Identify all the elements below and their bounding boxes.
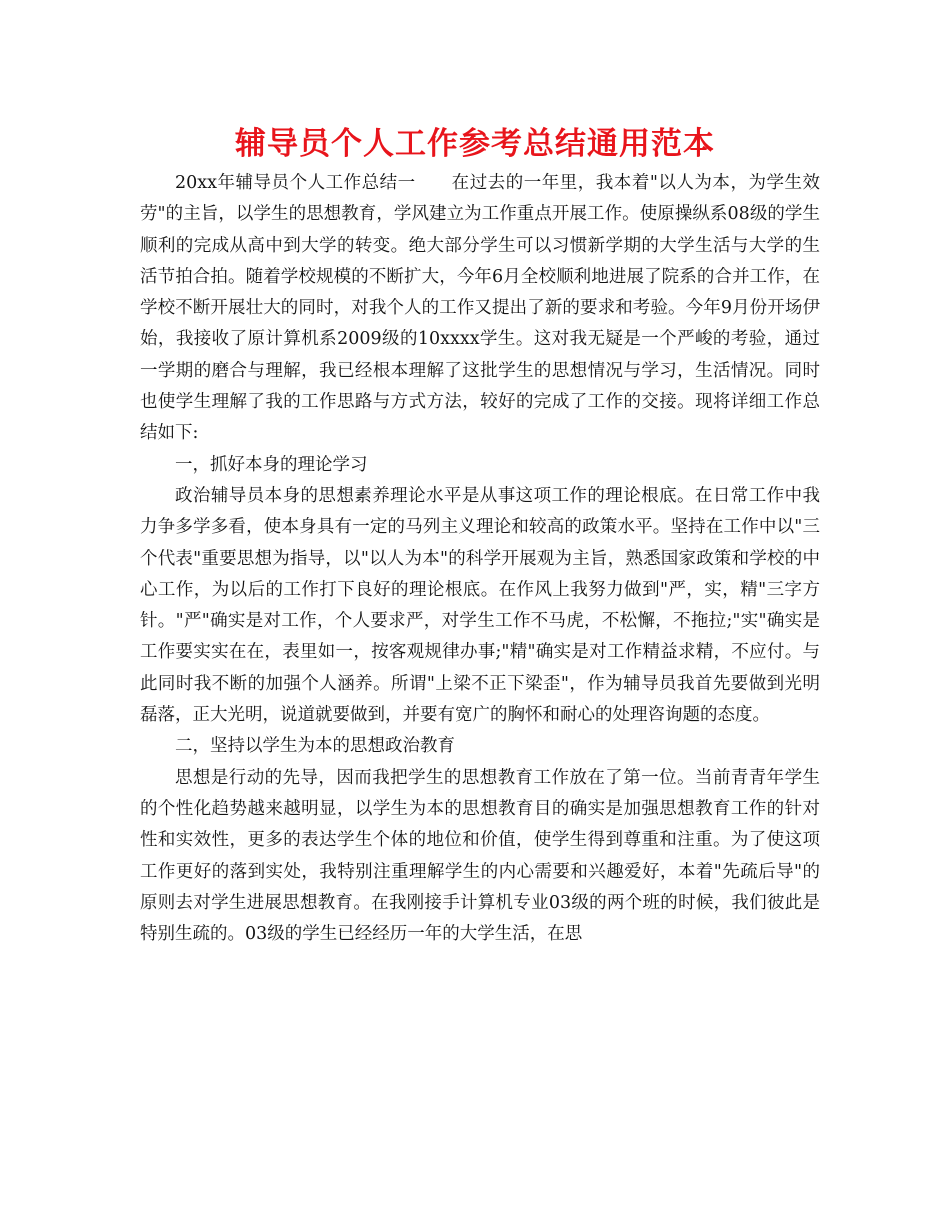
- paragraph-section-2: 思想是行动的先导，因而我把学生的思想教育工作放在了第一位。当前青青年学生的个性化趋势越来越明显，以学生为本的思想教育目的确实是加强思想教育工作的针对性和实效性，更多的表达学生个体的地位和价值，使学生得到尊重和注重。为了使这项工作更好的落到实处，我特别注重理解学生的内心需要和兴趣爱好，本着"先疏后导"的原则去对学生进展思想教育。在我刚接手计算机专业03级的两个班的时候，我们彼此是特别生疏的。03级的学生已经经历一年的大学生活，在思: [140, 767, 820, 945]
- section-heading-2: 二，坚持以学生为本的思想政治教育: [175, 736, 455, 757]
- document-body: [140, 168, 820, 950]
- section-heading-1: 一，抓好本身的理论学习: [175, 454, 368, 475]
- document-title: 辅导员个人工作参考总结通用范本: [235, 126, 715, 162]
- paragraph-section-1: 政治辅导员本身的思想素养理论水平是从事这项工作的理论根底。在日常工作中我力争多学多看，使本身具有一定的马列主义理论和较高的政策水平。坚持在工作中以"三个代表"重要思想为指导，以"以人为本"的科学开展观为主旨，熟悉国家政策和学校的中心工作，为以后的工作打下良好的理论根底。在作风上我努力做到"严，实，精"三字方针。"严"确实是对工作，个人要求严，对学生工作不马虎，不松懈，不拖拉;"实"确实是工作要实实在在，表里如一，按客观规律办事;"精"确实是对工作精益求精，不应付。与此同时我不断的加强个人涵养。所谓"上梁不正下梁歪"，作为辅导员我首先要做到光明磊落，正大光明，说道就要做到，并要有宽广的胸怀和耐心的处理咨询题的态度。: [140, 485, 820, 726]
- paragraph-intro: 20xx年辅导员个人工作总结一 在过去的一年里，我本着"以人为本，为学生效劳"的主旨，以学生的思想教育，学风建立为工作重点开展工作。使原操纵系08级的学生顺利的完成从高中到大学的转变。绝大部分学生可以习惯新学期的大学生活与大学的生活节拍合拍。随着学校规模的不断扩大，今年6月全校顺利地进展了院系的合并工作，在学校不断开展壮大的同时，对我个人的工作又提出了新的要求和考验。今年9月份开场伊始，我接收了原计算机系2009级的10xxxx学生。这对我无疑是一个严峻的考验，通过一学期的磨合与理解，我已经根本理解了这批学生的思想情况与学习，生活情况。同时也使学生理解了我的工作思路与方式方法，较好的完成了工作的交接。现将详细工作总结如下:: [140, 173, 820, 444]
